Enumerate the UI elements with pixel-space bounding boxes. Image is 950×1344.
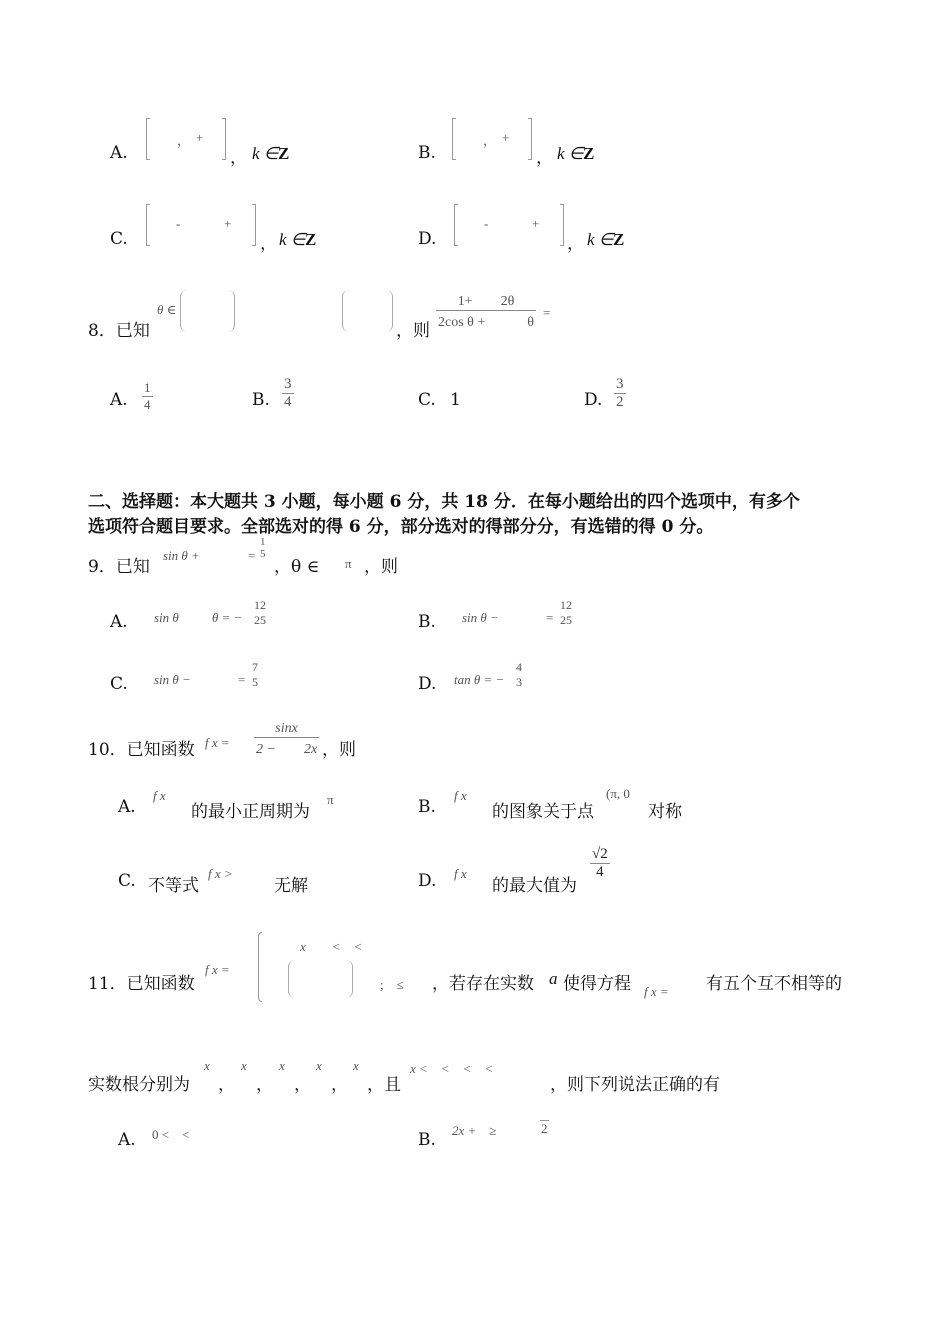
q10-option-d-text: 的最大值为: [492, 876, 577, 896]
left-bracket-icon: [454, 204, 458, 246]
q10-option-a-letter: A.: [118, 797, 136, 817]
q7-option-d-frag1: -: [484, 216, 489, 231]
fraction-denominator: 3: [516, 675, 522, 689]
q9-option-b-fraction: [558, 598, 574, 628]
fraction-numerator: 1: [260, 536, 266, 548]
q9-option-c-fraction: [250, 660, 260, 690]
q10-option-b-fx: f x: [454, 788, 467, 803]
q7-option-d-letter: D.: [418, 229, 437, 249]
q10-option-c-fx: f x >: [208, 866, 233, 881]
q11-comma2: ，: [256, 1075, 273, 1095]
q10-then: ，则: [322, 740, 356, 760]
q10-option-b-point: (π, 0: [606, 786, 630, 801]
fraction-denominator: 25: [560, 613, 572, 627]
fraction-denominator: 4: [284, 394, 292, 410]
q11-x1: x: [204, 1058, 210, 1073]
q7-option-b-frag2: +: [502, 130, 510, 145]
q11-text3: 有五个互不相等的: [706, 974, 842, 994]
right-paren-icon: [228, 290, 235, 332]
q11-line2-prefix: 实数根分别为: [88, 1075, 190, 1095]
q11-option-b-expr: 2x + ≥: [452, 1123, 497, 1138]
q9-option-d-expr1: tan θ = −: [454, 672, 505, 687]
q7-option-a-frag2: +: [196, 130, 204, 145]
q9-stem-prefix: 9．已知: [88, 557, 150, 577]
q9-theta-in: ，θ ∈: [274, 557, 320, 577]
q11-comma1: ，: [218, 1075, 235, 1095]
q10-option-b-letter: B.: [418, 797, 436, 817]
section-2-line2: 选项符合题目要求。全部选对的得 6 分，部分选对的得部分分，有选错的得 0 分。: [88, 517, 714, 537]
q7-option-b-frag1: ，: [483, 133, 497, 148]
fraction-numerator: 1: [144, 380, 151, 395]
q9-equals: =: [248, 548, 256, 563]
q11-piece2: ; ≤: [380, 977, 404, 992]
q7-option-a-k: k ∈: [252, 144, 279, 163]
fraction-numerator: 12: [560, 598, 572, 612]
fraction-numerator: 12: [254, 598, 266, 612]
q10-option-d-fx: f x: [454, 866, 467, 881]
q7-option-c-k: k ∈: [279, 230, 306, 249]
q11-option-b-sqrt: 2: [541, 1121, 548, 1136]
q8-denominator: 2cos θ + θ: [438, 315, 534, 330]
q11-comma4: ，: [331, 1075, 348, 1095]
q10-option-c-text: 不等式: [148, 876, 199, 896]
q10-option-d-letter: D.: [418, 871, 437, 891]
right-paren-icon: [346, 960, 353, 998]
q7-option-d-comma: ，: [567, 234, 584, 254]
q8-numerator: 1+ 2θ: [436, 290, 536, 311]
q10-option-d-fraction: [590, 846, 610, 881]
q10-fx: f x =: [205, 735, 230, 750]
q9-pi: π: [345, 556, 352, 571]
q7-option-b-k: k ∈: [557, 144, 584, 163]
q10-option-b-text: 的图象关于点: [492, 802, 594, 822]
q11-stem-prefix: 11．已知函数: [88, 974, 195, 994]
q8-option-c-value: 1: [450, 390, 461, 410]
q11-piece1: x < <: [300, 939, 363, 954]
q11-line2-suffix: ，则下列说法正确的有: [550, 1075, 720, 1095]
q10-option-b-tail: 对称: [648, 802, 682, 822]
q7-option-d-k: k ∈: [587, 230, 614, 249]
fraction-denominator: 25: [254, 613, 266, 627]
q11-option-b-letter: B.: [418, 1130, 436, 1150]
q9-option-b-letter: B.: [418, 612, 436, 632]
fraction-numerator: 4: [516, 660, 522, 674]
fraction-numerator: 3: [284, 376, 292, 392]
fraction-denominator: 4: [144, 397, 151, 412]
q7-option-c-letter: C.: [110, 229, 128, 249]
q7-option-c-z: Z: [305, 230, 317, 249]
q8-option-c-letter: C.: [418, 390, 436, 410]
q11-a: a: [549, 969, 558, 988]
q11-x2: x: [241, 1058, 247, 1073]
right-bracket-icon: [560, 204, 564, 246]
q11-text1: ，若存在实数: [432, 974, 534, 994]
q11-option-a-letter: A.: [118, 1130, 136, 1150]
q10-fraction: [254, 721, 319, 758]
q9-option-a-letter: A.: [110, 612, 128, 632]
q10-option-c-tail: 无解: [274, 876, 308, 896]
q8-fraction: [436, 290, 536, 331]
right-bracket-icon: [252, 204, 256, 246]
fraction-denominator: 2 − 2x: [256, 742, 318, 757]
q8-option-b-fraction: [282, 376, 294, 411]
left-bracket-icon: [146, 204, 150, 246]
section-2-line1: 二、选择题：本大题共 3 小题，每小题 6 分，共 18 分．在每小题给出的四个选项中，有多个: [88, 492, 800, 512]
q7-option-c-comma: ，: [260, 234, 277, 254]
q7-option-b-letter: B.: [418, 143, 436, 163]
q9-then: ，则: [364, 557, 398, 577]
fraction-denominator: 5: [260, 548, 266, 560]
q7-option-a-comma: ，: [230, 148, 247, 168]
q11-x5: x: [353, 1058, 359, 1073]
q7-option-c-frag1: -: [176, 216, 181, 231]
right-bracket-icon: [528, 118, 532, 160]
q10-option-a-pi: π: [327, 792, 334, 807]
q7-option-b-comma: ，: [536, 148, 553, 168]
q8-option-d-letter: D.: [584, 390, 603, 410]
q8-equals: =: [543, 305, 551, 320]
q7-option-a-letter: A.: [110, 143, 128, 163]
q9-option-d-fraction: [514, 660, 524, 690]
q9-option-c-letter: C.: [110, 674, 128, 694]
left-paren-icon: [342, 290, 349, 332]
fraction-numerator: sinx: [254, 721, 319, 738]
q9-option-b-expr2: =: [546, 610, 554, 625]
q9-expr: sin θ +: [163, 548, 200, 563]
q11-x4: x: [316, 1058, 322, 1073]
q11-and: ，且: [367, 1075, 401, 1095]
fraction-numerator: 3: [616, 376, 624, 392]
q9-option-a-expr2: θ = −: [212, 610, 243, 625]
q11-x3: x: [279, 1058, 285, 1073]
q11-chain: x < < < <: [410, 1061, 494, 1076]
q7-option-a-frag1: ，: [177, 133, 191, 148]
q9-option-c-expr2: =: [238, 672, 246, 687]
q8-stem-prefix: 8．已知: [88, 321, 150, 341]
q8-option-a-fraction: [142, 380, 153, 413]
q11-eq-fx: f x =: [644, 984, 669, 999]
q8-option-d-fraction: [614, 376, 626, 411]
q11-comma3: ，: [294, 1075, 311, 1095]
q8-option-a-letter: A.: [110, 390, 128, 410]
q9-option-a-fraction: [252, 598, 268, 628]
right-paren-icon: [386, 290, 393, 332]
fraction-denominator: 2: [616, 394, 624, 410]
q9-option-d-letter: D.: [418, 674, 437, 694]
q10-option-a-text: 的最小正周期为: [191, 802, 310, 822]
q11-fx: f x =: [205, 962, 230, 977]
q10-option-c-letter: C.: [118, 871, 136, 891]
q8-then: ，则: [396, 321, 430, 341]
q9-option-b-expr1: sin θ −: [462, 610, 499, 625]
fraction-denominator: 4: [596, 864, 604, 880]
q10-option-a-fx: f x: [153, 788, 166, 803]
q11-option-a-expr: 0 < <: [152, 1127, 190, 1142]
fraction-numerator: √2: [592, 846, 608, 862]
q7-option-c-frag2: +: [224, 216, 232, 231]
q7-option-d-frag2: +: [532, 216, 540, 231]
left-brace-icon: [258, 932, 262, 1002]
fraction-denominator: 5: [252, 675, 258, 689]
q8-option-b-letter: B.: [252, 390, 270, 410]
q7-option-b-z: Z: [583, 144, 595, 163]
right-bracket-icon: [222, 118, 226, 160]
q10-stem-prefix: 10．已知函数: [88, 740, 195, 760]
left-bracket-icon: [452, 118, 456, 160]
q7-option-a-z: Z: [278, 144, 290, 163]
q11-text2: 使得方程: [563, 974, 631, 994]
q9-fraction: [258, 536, 268, 560]
left-bracket-icon: [146, 118, 150, 160]
q8-theta-in: θ ∈: [157, 302, 177, 317]
q7-option-d-z: Z: [613, 230, 625, 249]
q9-option-c-expr1: sin θ −: [154, 672, 191, 687]
fraction-numerator: 7: [252, 660, 258, 674]
left-paren-icon: [288, 960, 295, 998]
left-paren-icon: [180, 290, 187, 332]
q9-option-a-expr1: sin θ: [154, 610, 179, 625]
